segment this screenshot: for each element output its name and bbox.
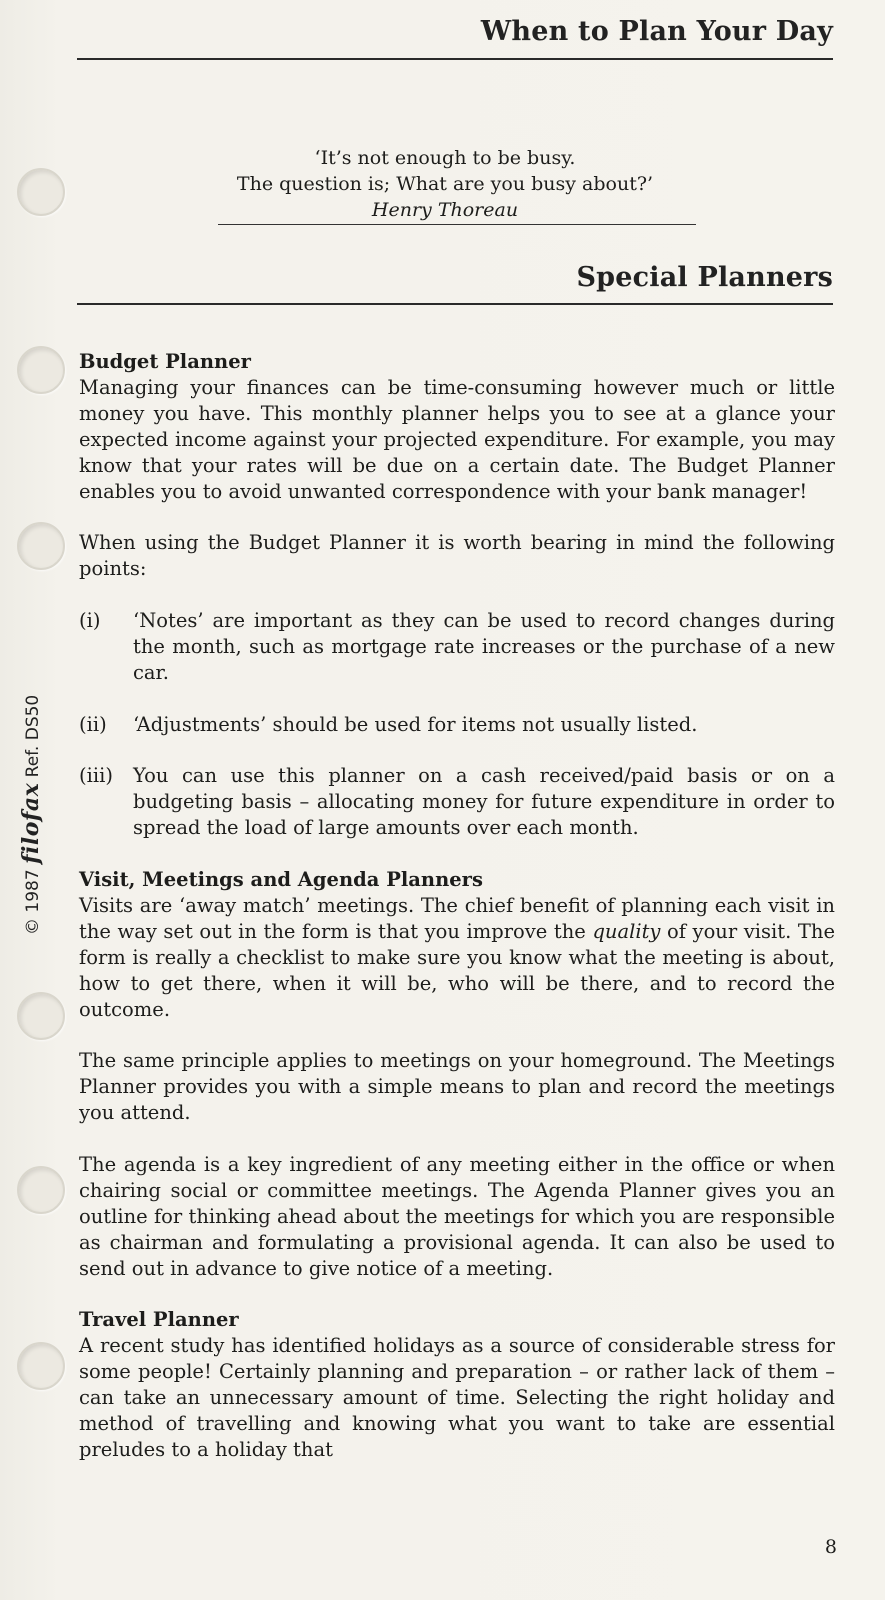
binder-hole (17, 168, 65, 216)
title-divider (77, 58, 833, 60)
visits-paragraph-3: The agenda is a key ingredient of any meeting either in the office or when chairing social or committee meetings. The Agenda Planner gives you an outline for thinking ahead about the meetings for which you are responsible as chairman and formulating a provisional agenda. It can also be used to send out in advance to give notice of a meeting. (79, 1152, 835, 1280)
quote-line-1: ‘It’s not enough to be busy. (314, 147, 576, 169)
binder-hole (17, 346, 65, 394)
list-item-text: ‘Notes’ are important as they can be used to record changes during the month, such as mortgage rate increases or the purchase of a new car. (133, 609, 835, 684)
page-title: When to Plan Your Day (480, 16, 833, 47)
main-content (79, 349, 835, 1463)
list-item-number: (i) (79, 609, 101, 633)
travel-planner-heading: Travel Planner (79, 1308, 239, 1332)
epigraph-quote (120, 145, 770, 223)
quality-emphasis: quality (592, 919, 661, 943)
visits-paragraph-1-start: Visits are ‘away match’ meetings. The chief benefit of planning each visit in the way set out in the form is that you improve the (79, 893, 835, 943)
visits-paragraph-1-end: of your visit. The form is really a checklist to make sure you know what the meeting is about, how to get there, when it will be, who will be there, and to record the outcome. (79, 919, 835, 1021)
binder-hole (17, 1166, 65, 1214)
list-item-number: (iii) (79, 764, 113, 788)
section-title: Special Planners (576, 262, 833, 293)
binder-hole (17, 522, 65, 570)
filofax-logo-text: filofax (18, 782, 44, 864)
section-divider (77, 303, 833, 305)
budget-planner-heading: Budget Planner (79, 350, 251, 373)
quote-divider (218, 224, 696, 225)
copyright-year: © 1987 (23, 869, 43, 935)
reference-code: Ref. DS50 (23, 694, 43, 778)
visits-paragraph-2: The same principle applies to meetings on your homeground. The Meetings Planner provides you with a simple means to plan and record the meetings you attend. (79, 1049, 835, 1125)
page-number: 8 (824, 1536, 837, 1558)
list-item (79, 712, 835, 738)
list-item-text: You can use this planner on a cash received/paid basis or on a budgeting basis – allocating money for future expenditure in order to spread the load of large amounts over each month. (133, 764, 835, 840)
visit-meetings-agenda-heading: Visit, Meetings and Agenda Planners (79, 868, 483, 892)
list-item-text: ‘Adjustments’ should be used for items not usually listed. (133, 712, 698, 736)
visits-paragraph-1 (79, 893, 835, 1023)
list-item (79, 608, 835, 686)
quote-line-2: The question is; What are you busy about?’ (236, 173, 654, 195)
copyright-spine (18, 635, 58, 935)
list-item-number: (ii) (79, 712, 107, 736)
quote-author: Henry Thoreau (371, 199, 519, 221)
budget-paragraph-1: Managing your finances can be time-consuming however much or little money you have. This monthly planner helps you to see at a glance your expected income against your projected expenditure. For example, you may know that your rates will be due on a certain date. The Budget Planner enables you to avoid unwanted correspondence with your bank manager! (79, 375, 835, 503)
list-item (79, 763, 835, 841)
binder-hole (17, 1342, 65, 1390)
binder-hole (17, 992, 65, 1040)
budget-paragraph-2: When using the Budget Planner it is worth bearing in mind the following points: (79, 531, 835, 581)
travel-paragraph-1: A recent study has identified holidays as a source of considerable stress for some people! Certainly planning and preparation – or rather lack of them – can take an unnecessary amount of time. Selecting the right holiday and method of travelling and knowing what you want to take are essential preludes to a holiday that (79, 1334, 835, 1461)
